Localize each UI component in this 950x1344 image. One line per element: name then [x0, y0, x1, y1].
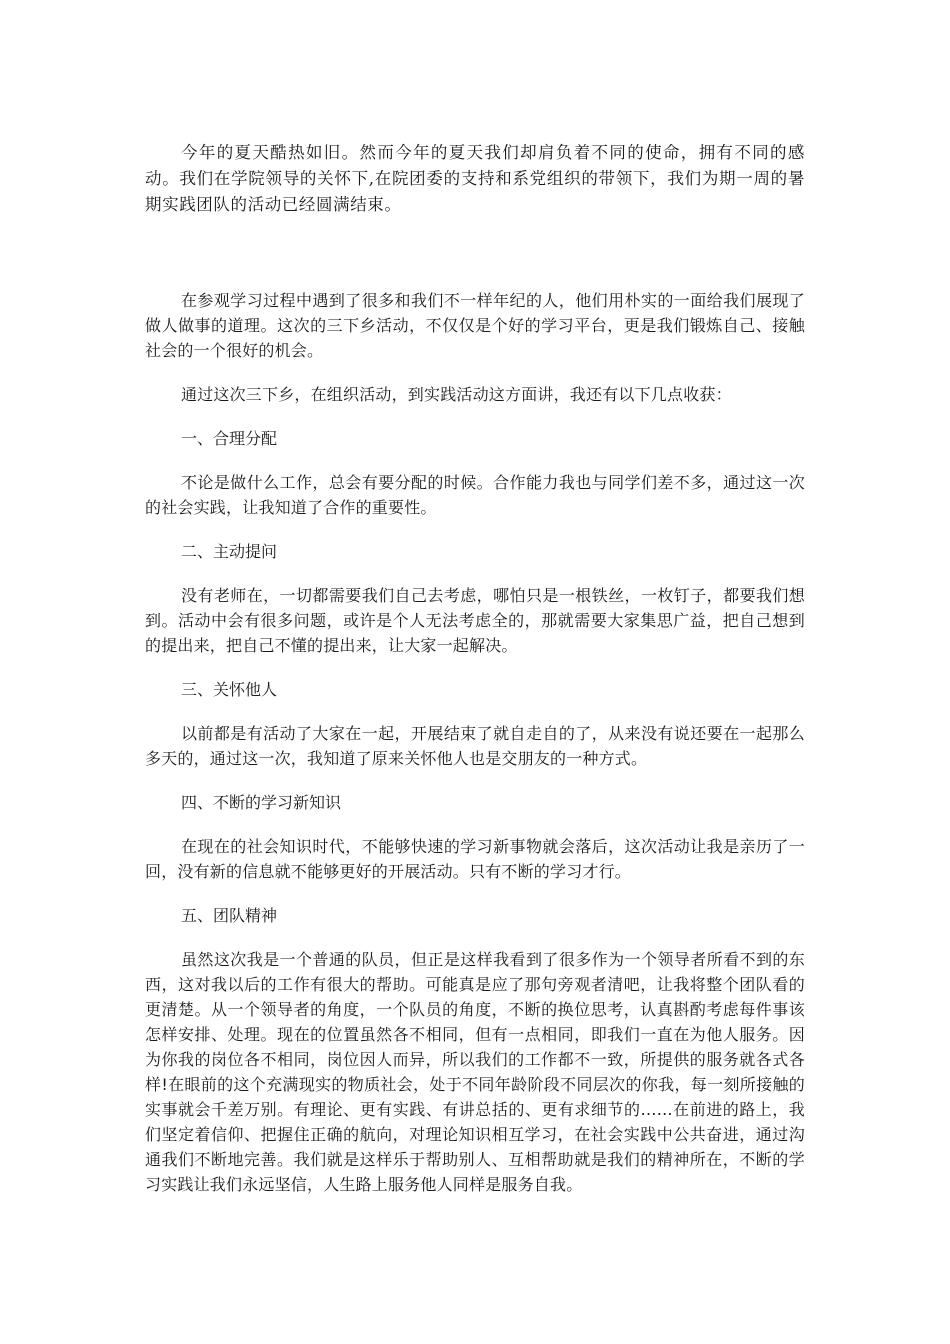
section-heading-2: 二、主动提问	[181, 542, 278, 561]
document-page	[145, 140, 805, 1197]
section-heading-3: 三、关怀他人	[181, 680, 278, 699]
paragraph-allocation: 不论是做什么工作，总会有要分配的时候。合作能力我也与同学们差不多，通过这一次的社会实践，让我知道了合作的重要性。	[145, 473, 805, 517]
spacer	[145, 884, 805, 903]
paragraph-learning: 在现在的社会知识时代，不能够快速的学习新事物就会落后，这次活动让我是亲历了一回，没有新的信息就不能够更好的开展活动。只有不断的学习才行。	[145, 837, 805, 881]
spacer	[145, 520, 805, 539]
section-heading-4: 四、不断的学习新知识	[181, 793, 342, 812]
paragraph-caring: 以前都是有活动了大家在一起，开展结束了就自走自的了，从来没有说还要在一起那么多天的，通过这一次，我知道了原来关怀他人也是交朋友的一种方式。	[145, 724, 805, 768]
spacer	[145, 771, 805, 790]
spacer	[145, 702, 805, 721]
spacer	[145, 451, 805, 470]
spacer	[145, 564, 805, 583]
spacer	[145, 407, 805, 426]
paragraph-visit: 在参观学习过程中遇到了很多和我们不一样年纪的人，他们用朴实的一面给我们展现了做人做事的道理。这次的三下乡活动，不仅仅是个好的学习平台，更是我们锻炼自己、接触社会的一个很好的机会。	[145, 291, 805, 360]
spacer	[145, 658, 805, 677]
section-heading-1: 一、合理分配	[181, 429, 278, 448]
intro-paragraph: 今年的夏天酷热如旧。然而今年的夏天我们却肩负着不同的使命，拥有不同的感动。我们在学院领导的关怀下,在院团委的支持和系党组织的带领下，我们为期一周的暑期实践团队的活动已经圆满结束。	[145, 143, 805, 214]
spacer	[145, 218, 805, 288]
paragraph-teamwork: 虽然这次我是一个普通的队员，但正是这样我看到了很多作为一个领导者所看不到的东西，这对我以后的工作有很大的帮助。可能真是应了那句旁观者清吧，让我将整个团队看的更清楚。从一个领导者的角度，一个队员的角度，不断的换位思考，认真斟酌考虑每件事该怎样安排、处理。现在的位置虽然各不相同，但有一点相同，即我们一直在为他人服务。因为你我的岗位各不相同，岗位因人而异，所以我们的工作都不一致，所提供的服务就各式各样!在眼前的这个充满现实的物质社会，处于不同年龄阶段不同层次的你我，每一刻所接触的实事就会千差万别。有理论、更有实践、有讲总括的、更有求细节的……在前进的路上，我们坚定着信仰、把握住正确的航向，对理论知识相互学习，在社会实践中公共奋进，通过沟通我们不断地完善。我们就是这样乐于帮助别人、互相帮助就是我们的精神所在，不断的学习实践让我们永远坚信，人生路上服务他人同样是服务自我。	[145, 950, 805, 1194]
paragraph-questions: 没有老师在，一切都需要我们自己去考虑，哪怕只是一根铁丝，一枚钉子，都要我们想到。活动中会有很多问题，或许是个人无法考虑全的，那就需要大家集思广益，把自己想到的提出来，把自己不懂的提出来，让大家一起解决。	[145, 586, 805, 655]
paragraph-gains: 通过这次三下乡，在组织活动，到实践活动这方面讲，我还有以下几点收获：	[181, 385, 732, 404]
section-heading-5: 五、团队精神	[181, 906, 278, 925]
spacer	[145, 363, 805, 382]
spacer	[145, 815, 805, 834]
spacer	[145, 928, 805, 947]
